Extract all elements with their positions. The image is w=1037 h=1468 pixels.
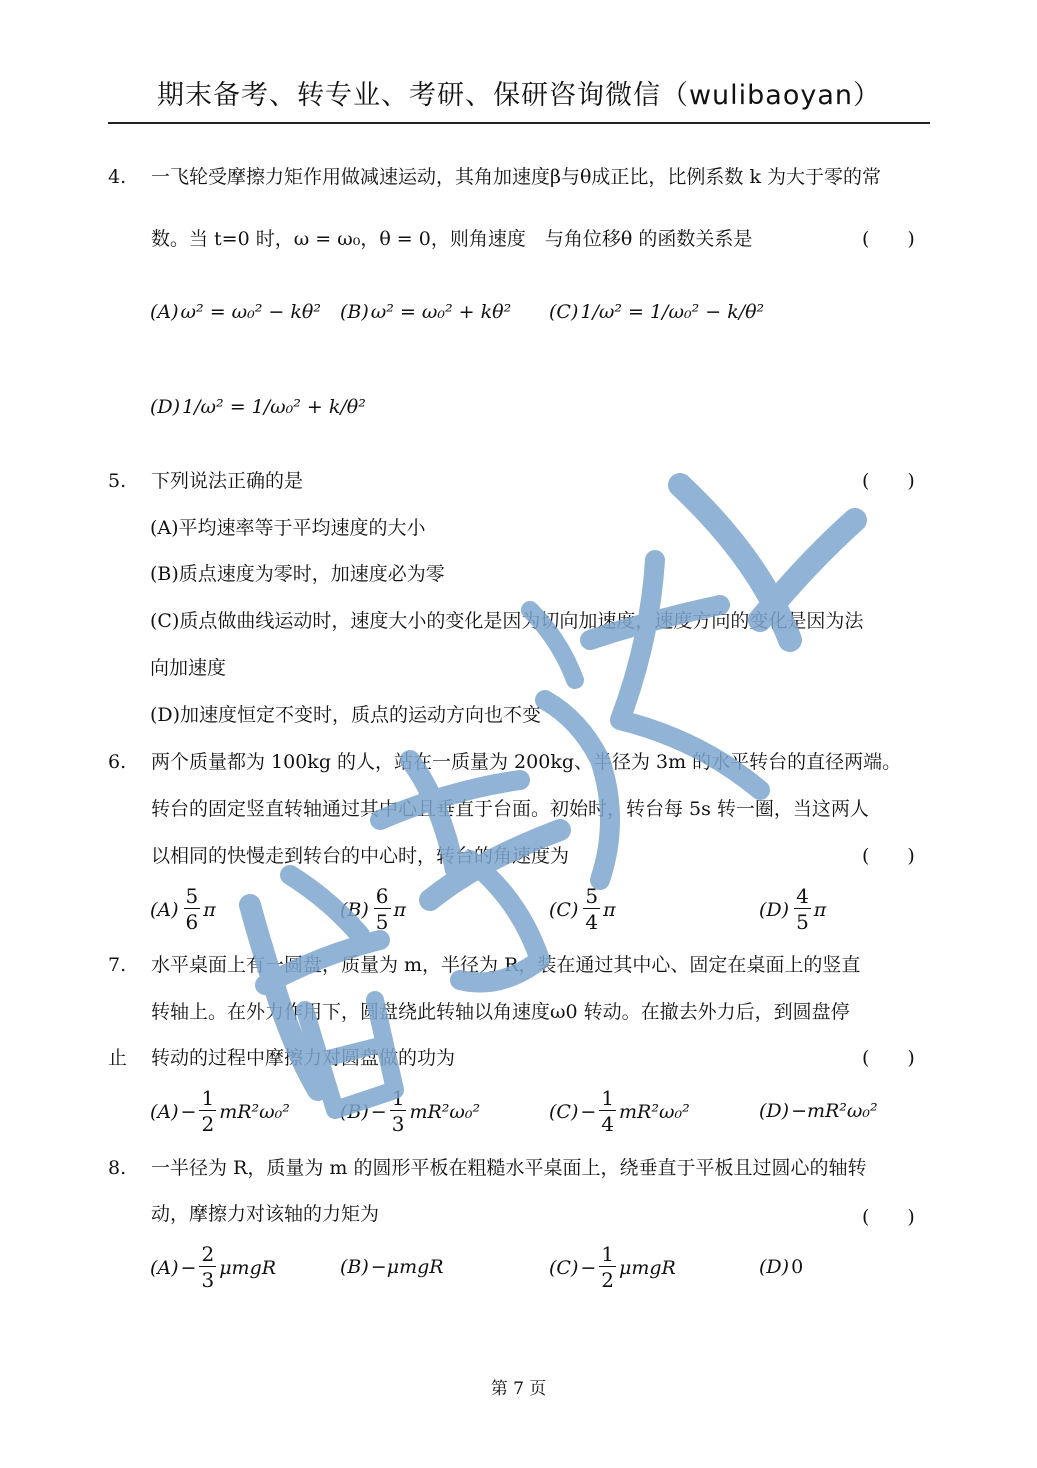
option-d: [759, 1099, 878, 1123]
answer-blank: ( ): [862, 845, 915, 867]
denominator: 2: [601, 1268, 615, 1292]
option-c: [549, 884, 616, 935]
pi-symbol: π: [203, 898, 216, 921]
question-text-line: 转台的固定竖直转轴通过其中心且垂直于台面。初始时，转台每 5s 转一圈，当这两人: [151, 798, 869, 820]
answer-blank: ( ): [862, 1206, 915, 1228]
fraction: [374, 884, 391, 935]
numerator: 1: [601, 1242, 615, 1266]
option-label: (D): [759, 1100, 790, 1122]
minus-sign: −: [580, 1100, 597, 1123]
option-label: (A): [150, 301, 179, 323]
option-label: (A): [150, 1100, 179, 1123]
pi-symbol: π: [603, 898, 616, 921]
question-text-line: 转轴上。在外力作用下，圆盘绕此转轴以角速度ω0 转动。在撤去外力后，到圆盘停: [151, 1001, 850, 1023]
fraction: [599, 1242, 616, 1293]
question-text-line: 水平桌面上有一圆盘，质量为 m，半径为 R，装在通过其中心、固定在桌面上的竖直: [151, 954, 861, 976]
option-expression: −μmgR: [370, 1256, 444, 1278]
question-text-prefix: 止: [108, 1047, 128, 1069]
option-c: [549, 300, 764, 324]
option-b: (B)质点速度为零时，加速度必为零: [150, 563, 445, 585]
minus-sign: −: [580, 1256, 597, 1279]
fraction: [199, 1086, 216, 1137]
question-text-line: 数。当 t=0 时，ω = ω₀，θ = 0，则角速度 与角位移θ 的函数关系是: [151, 228, 753, 250]
option-expression: mR²ω₀²: [619, 1100, 690, 1123]
fraction: [184, 884, 201, 935]
option-label: (D): [759, 1256, 790, 1278]
numerator: 5: [585, 884, 599, 908]
denominator: 4: [601, 1112, 615, 1136]
option-expression: 1/ω² = 1/ω₀² + k/θ²: [182, 396, 366, 418]
watermark-stroke: [760, 520, 855, 620]
option-c-continued: 向加速度: [150, 657, 227, 679]
fraction: [390, 1086, 407, 1137]
answer-blank: ( ): [862, 1047, 915, 1069]
minus-sign: −: [180, 1100, 197, 1123]
option-label: (C): [549, 301, 579, 323]
question-text-line: 转动的过程中摩擦力对圆盘做的功为: [151, 1047, 456, 1069]
option-expression: ω² = ω₀² − kθ²: [180, 301, 321, 323]
option-b: [340, 884, 406, 935]
numerator: 1: [201, 1086, 215, 1110]
option-c: [549, 1242, 676, 1293]
question-text-line: 以相同的快慢走到转台的中心时，转台的角速度为: [151, 845, 570, 867]
option-expression: μmgR: [619, 1256, 676, 1279]
option-expression: mR²ω₀²: [409, 1100, 481, 1123]
option-a: [150, 300, 321, 324]
option-label: (B): [340, 301, 369, 323]
option-label: (D): [759, 898, 790, 921]
question-number: 8.: [108, 1157, 127, 1179]
fraction: [794, 884, 811, 935]
option-label: (C): [549, 1256, 579, 1279]
denominator: 6: [185, 910, 199, 934]
minus-sign: −: [180, 1256, 197, 1279]
option-d: [759, 1255, 803, 1279]
question-number: 5.: [108, 470, 127, 492]
option-d: [759, 884, 826, 935]
option-label: (A): [150, 1256, 179, 1279]
option-expression: μmgR: [219, 1256, 277, 1279]
question-text-line: 一飞轮受摩擦力矩作用做减速运动，其角加速度β与θ成正比，比例系数 k 为大于零的常: [151, 166, 882, 188]
option-b: [340, 1086, 480, 1137]
option-expression: ω² = ω₀² + kθ²: [370, 301, 512, 323]
question-number: 6.: [108, 751, 127, 773]
page-header: 期末备考、转专业、考研、保研咨询微信（wulibaoyan）: [108, 76, 930, 124]
question-number: 7.: [108, 954, 127, 976]
question-text-line: 下列说法正确的是: [151, 470, 304, 492]
option-expression: mR²ω₀²: [219, 1100, 290, 1123]
question-text-line: 两个质量都为 100kg 的人，站在一质量为 200kg、半径为 3m 的水平转台的直径两端。: [151, 751, 902, 773]
question-text-line: 一半径为 R，质量为 m 的圆形平板在粗糙水平桌面上，绕垂直于平板且过圆心的轴转: [151, 1157, 867, 1179]
denominator: 5: [796, 910, 809, 934]
page-number: 第 7 页: [490, 1379, 547, 1399]
question-number: 4.: [108, 166, 127, 188]
option-a: [150, 1086, 290, 1137]
denominator: 2: [201, 1112, 215, 1136]
fraction: [583, 884, 600, 935]
answer-blank: ( ): [862, 470, 915, 492]
question-text-line: 动，摩擦力对该轴的力矩为: [151, 1203, 380, 1225]
option-expression: −mR²ω₀²: [791, 1100, 878, 1122]
option-a: [150, 1242, 276, 1293]
numerator: 4: [796, 884, 809, 908]
pi-symbol: π: [813, 898, 827, 921]
option-label: (C): [549, 1100, 579, 1123]
option-expression: 1/ω² = 1/ω₀² − k/θ²: [580, 301, 765, 323]
option-label: (B): [340, 898, 369, 921]
numerator: 1: [601, 1086, 615, 1110]
pi-symbol: π: [393, 898, 407, 921]
numerator: 2: [201, 1242, 215, 1266]
option-a: [150, 884, 216, 935]
option-label: (B): [340, 1100, 369, 1123]
denominator: 5: [375, 910, 389, 934]
option-c: (C)质点做曲线运动时，速度大小的变化是因为切向加速度，速度方向的变化是因为法: [150, 610, 864, 632]
option-b: [340, 1255, 444, 1279]
option-label: (B): [340, 1256, 369, 1278]
denominator: 3: [201, 1268, 215, 1292]
numerator: 1: [391, 1086, 405, 1110]
option-label: (D): [150, 396, 181, 418]
denominator: 4: [585, 910, 599, 934]
fraction: [199, 1242, 216, 1293]
option-d: (D)加速度恒定不变时，质点的运动方向也不变: [150, 704, 542, 726]
option-label: (A): [150, 898, 179, 921]
option-c: [549, 1086, 690, 1137]
option-expression: 0: [791, 1256, 804, 1278]
numerator: 5: [185, 884, 199, 908]
option-b: [340, 300, 511, 324]
fraction: [599, 1086, 616, 1137]
option-label: (C): [549, 898, 579, 921]
answer-blank: ( ): [862, 228, 915, 250]
option-a: (A)平均速率等于平均速度的大小: [150, 517, 426, 539]
minus-sign: −: [370, 1100, 387, 1123]
option-d: [150, 395, 366, 419]
denominator: 3: [391, 1112, 405, 1136]
numerator: 6: [375, 884, 389, 908]
